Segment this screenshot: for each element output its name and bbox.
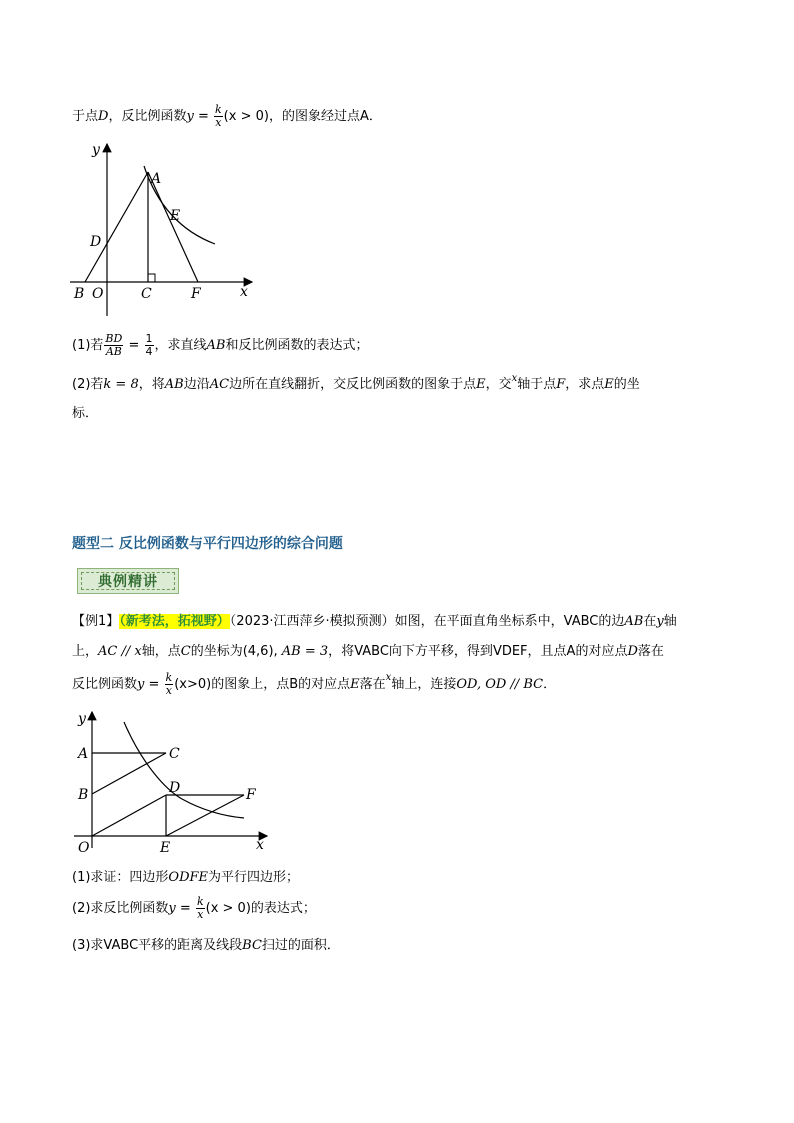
fraction-one-quarter: $\frac{1}{4}$ — [145, 332, 153, 358]
label-B: B — [74, 286, 85, 302]
label-F: F — [246, 787, 256, 803]
example-1-line-2: 上，AC // x轴，点C的坐标为(4,6), AB = 3，将VABC向下方平移，得到VDEF，且点A的对应点D落在 — [72, 644, 664, 659]
label-A: A — [78, 746, 89, 762]
fraction-k-over-x: $\frac{k}{x}$ — [165, 671, 173, 697]
example-1-line-1: 【例1】（新考法，拓视野）（2023·江西萍乡·模拟预测）如图，在平面直角坐标系中，VABC的边AB在y轴 — [72, 614, 677, 629]
label-O: O — [78, 840, 90, 856]
label-A: A — [151, 171, 162, 187]
segment-OD — [92, 795, 166, 836]
label-D: D — [169, 780, 181, 796]
example-1-question-2: (2)求反比例函数y = $\frac{k}{x}$ (x > 0)的表达式； — [72, 895, 316, 921]
segment-BA — [85, 172, 148, 282]
figure-1 — [60, 138, 260, 320]
label-E: E — [170, 208, 181, 224]
highlight-tag: （新考法，拓视野） — [119, 614, 230, 629]
label-O: O — [92, 286, 104, 302]
example-1-question-1: (1)求证：四边形ODFE为平行四边形； — [72, 870, 300, 885]
label-F: F — [191, 286, 201, 302]
label-D: D — [90, 234, 102, 250]
intro-line: 于点D，反比例函数y = $\frac{k}{x}$ (x > 0)，的图象经过点A． — [72, 103, 382, 129]
fraction-BD-AB: $\frac{BD}{AB}$ — [105, 332, 123, 358]
segment-AF — [148, 172, 198, 282]
figure-2 — [70, 706, 276, 858]
example-1-question-3: (3)求VABC平移的距离及线段BC扫过的面积． — [72, 938, 340, 953]
label-C: C — [169, 746, 180, 762]
label-B: B — [78, 787, 89, 803]
label-E: E — [160, 840, 171, 856]
example-badge — [77, 568, 179, 594]
question-1: (1)若 $\frac{BD}{AB}$ = $\frac{1}{4}$ ，求直线AB和反比例函数的表达式； — [72, 332, 369, 358]
example-1-line-3: 反比例函数y = $\frac{k}{x}$ (x>0)的图象上，点B的对应点E落在$^x$轴上，连接OD, OD // BC． — [72, 671, 557, 697]
fraction-k-over-x: $\frac{k}{x}$ — [196, 895, 204, 921]
section-heading: 题型二 反比例函数与平行四边形的综合问题 — [72, 536, 343, 552]
right-angle-mark — [148, 274, 155, 282]
label-x: x — [256, 837, 264, 853]
badge-label: 典例精讲 — [81, 572, 175, 590]
fraction-k-over-x: $\frac{k}{x}$ — [215, 103, 222, 129]
label-x: x — [240, 284, 248, 300]
label-y: y — [92, 142, 100, 158]
label-C: C — [141, 286, 152, 302]
label-y: y — [78, 711, 86, 727]
question-2: (2)若k = 8，将AB边沿AC边所在直线翻折，交反比例函数的图象于点E，交$^x$轴于点F，求点E的坐 — [72, 373, 640, 392]
hyperbola-curve — [124, 722, 244, 818]
question-2-continued: 标． — [72, 406, 99, 421]
segment-EF — [166, 795, 244, 836]
